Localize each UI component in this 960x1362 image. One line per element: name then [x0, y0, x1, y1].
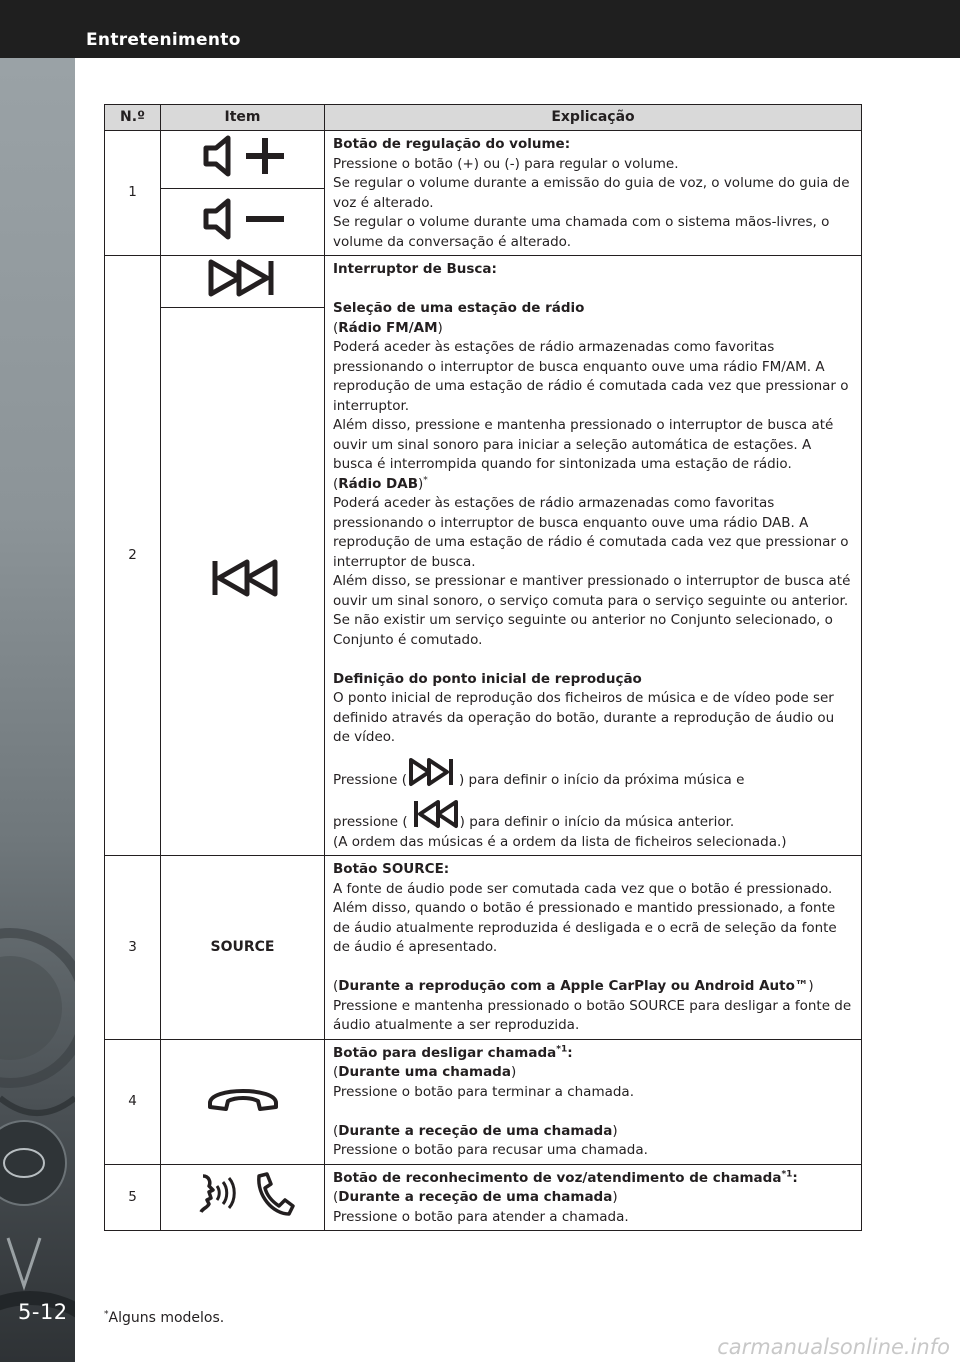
voice-title-line [333, 1169, 853, 1189]
source-cell [161, 856, 325, 1040]
incoming-label: Durante a receção de uma chamada [338, 1122, 613, 1139]
row-number: 4 [105, 1039, 161, 1164]
fm-label-line: (Rádio FM/AM) [333, 319, 443, 336]
volume-up-icon [188, 131, 298, 181]
header-item: Item [161, 105, 325, 131]
voice-recognition-icon [183, 1168, 303, 1220]
press-prev-line [333, 798, 853, 833]
start-heading: Definição do ponto inicial de reprodução [333, 670, 642, 687]
order-note: (A ordem das músicas é a ordem da lista de ficheiros selecionada.) [333, 833, 787, 850]
dab-label: Rádio DAB [338, 475, 418, 492]
table-row [105, 256, 862, 308]
carplay-text: Pressione e mantenha pressionado o botão SOURCE para desligar a fonte de áudio atualmente a ser reproduzida. [333, 997, 852, 1033]
volume-line-3: Se regular o volume durante uma chamada com o sistema mãos-livres, o volume da conversação é alterado. [333, 214, 830, 250]
volume-line-1: Pressione o botão (+) ou (-) para regular o volume. [333, 155, 679, 172]
hang-up-cell [161, 1039, 325, 1164]
source-text-2: Além disso, quando o botão é pressionado e mantido pressionado, a fonte de áudio atualmente reproduzida é desligada e o ecrã de seleção da fonte de áudio é apresentado. [333, 900, 837, 955]
seek-back-icon [203, 556, 283, 600]
fm-text-2: Além disso, pressione e mantenha pressionado o interruptor de busca até ouvir um sinal sonoro para iniciar a seleção automática de estações. A busca é interrompida quando for sintonizada uma estação de rádio. [333, 417, 834, 472]
voice-title: Botão de reconhecimento de voz/atendimento de chamada [333, 1169, 782, 1186]
volume-title: Botão de regulação do volume: [333, 136, 571, 152]
controls-table [104, 104, 862, 1231]
source-label: SOURCE [210, 938, 275, 955]
footnote [104, 1310, 224, 1326]
call-label-line: (Durante uma chamada) [333, 1064, 517, 1080]
source-text-1: A fonte de áudio pode ser comutada cada vez que o botão é pressionado. [333, 880, 833, 897]
seek-down-cell [161, 307, 325, 856]
hang-up-icon [198, 1073, 288, 1123]
steering-wheel-illustration [0, 58, 75, 1362]
fm-label: Rádio FM/AM [338, 319, 438, 336]
call-text: Pressione o botão para terminar a chamada. [333, 1083, 635, 1100]
row-number: 5 [105, 1164, 161, 1231]
volume-up-cell [161, 131, 325, 189]
hang-up-title-colon: : [567, 1044, 573, 1061]
voice-pickup-cell [161, 1164, 325, 1231]
press-next-text: ) para definir o início da próxima música e [458, 771, 745, 788]
header-number: N.º [105, 105, 161, 131]
seek-explanation [325, 256, 862, 856]
voice-title-colon: : [792, 1169, 798, 1186]
page-number: 5-12 [18, 1300, 68, 1324]
start-text: O ponto inicial de reprodução dos ficheiros de música e de vídeo pode ser definido através da operação do botão, durante a reprodução de áudio ou de vídeo. [333, 690, 835, 745]
page-header [0, 0, 960, 58]
fm-text: Poderá aceder às estações de rádio armazenadas como favoritas pressionando o interruptor de busca enquanto ouve uma rádio FM/AM. A reprodução de uma estação de rádio é comutada cada vez que pressionar o interruptor. [333, 339, 849, 414]
press-prev-text: ) para definir o início da música anterior. [459, 814, 735, 830]
hang-up-title-line [333, 1044, 853, 1064]
pick-up-icon [258, 1174, 292, 1214]
dab-footnote-mark: * [423, 475, 428, 485]
radio-heading: Seleção de uma estação de rádio [333, 300, 585, 316]
watermark: carmanualsonline.info [717, 1335, 950, 1359]
sidebar-steering-wheel-image [0, 58, 75, 1362]
table-header-row [105, 105, 862, 131]
table-row [105, 1164, 862, 1231]
volume-line-2: Se regular o volume durante a emissão do guia de voz, o volume do guia de voz é alterado. [333, 175, 850, 211]
voice-incoming-text: Pressione o botão para atender a chamada. [333, 1208, 629, 1225]
hang-up-title-mark: *1 [556, 1044, 568, 1054]
seek-forward-icon [203, 256, 283, 300]
dab-text: Poderá aceder às estações de rádio armazenadas como favoritas pressionando o interruptor de busca enquanto ouve uma rádio DAB. A reprodução de uma estação de rádio é comutada cada vez que pressionar o interruptor de busca. [333, 495, 849, 570]
incoming-text: Pressione o botão para recusar uma chamada. [333, 1142, 648, 1158]
source-explanation [325, 856, 862, 1040]
footnote-mark: * [104, 1309, 109, 1320]
row-number: 3 [105, 856, 161, 1040]
dab-text-2: Além disso, se pressionar e mantiver pressionado o interruptor de busca até ouvir um sinal sonoro, o serviço comuta para o serviço seguinte ou anterior. Se não existir um serviço seguinte ou anterior no Conjunto selecionado, o Conjunto é comutado. [333, 573, 851, 648]
seek-up-cell [161, 256, 325, 308]
seek-title: Interruptor de Busca: [333, 261, 497, 277]
voice-explanation [325, 1164, 862, 1231]
dab-label-line: (Rádio DAB)* [333, 475, 428, 492]
volume-explanation [325, 131, 862, 256]
voice-incoming-label-line: (Durante a receção de uma chamada) [333, 1189, 618, 1205]
volume-down-icon [188, 194, 298, 244]
incoming-label-line: (Durante a receção de uma chamada) [333, 1122, 618, 1139]
seek-forward-icon [407, 756, 459, 788]
seek-back-icon [408, 798, 460, 830]
call-label: Durante uma chamada [338, 1064, 511, 1080]
voice-title-mark: *1 [781, 1169, 793, 1179]
source-title: Botão SOURCE: [333, 861, 450, 877]
row-number: 1 [105, 131, 161, 256]
press-prefix: Pressione ( [333, 771, 407, 788]
table-row [105, 1039, 862, 1164]
carplay-label: Durante a reprodução com a Apple CarPlay ou Android Auto™ [338, 978, 809, 994]
hang-up-title: Botão para desligar chamada [333, 1044, 557, 1061]
hang-up-explanation [325, 1039, 862, 1164]
press-next-line [333, 756, 853, 791]
footnote-text: Alguns modelos. [108, 1310, 225, 1326]
section-title: Entretenimento [86, 30, 241, 50]
carplay-label-line: (Durante a reprodução com a Apple CarPlay ou Android Auto™) [333, 978, 814, 994]
voice-incoming-label: Durante a receção de uma chamada [338, 1189, 613, 1205]
press-prefix-2: pressione ( [333, 814, 408, 830]
row-number: 2 [105, 256, 161, 856]
table-row [105, 131, 862, 189]
volume-down-cell [161, 189, 325, 256]
header-explanation: Explicação [325, 105, 862, 131]
table-row [105, 856, 862, 1040]
